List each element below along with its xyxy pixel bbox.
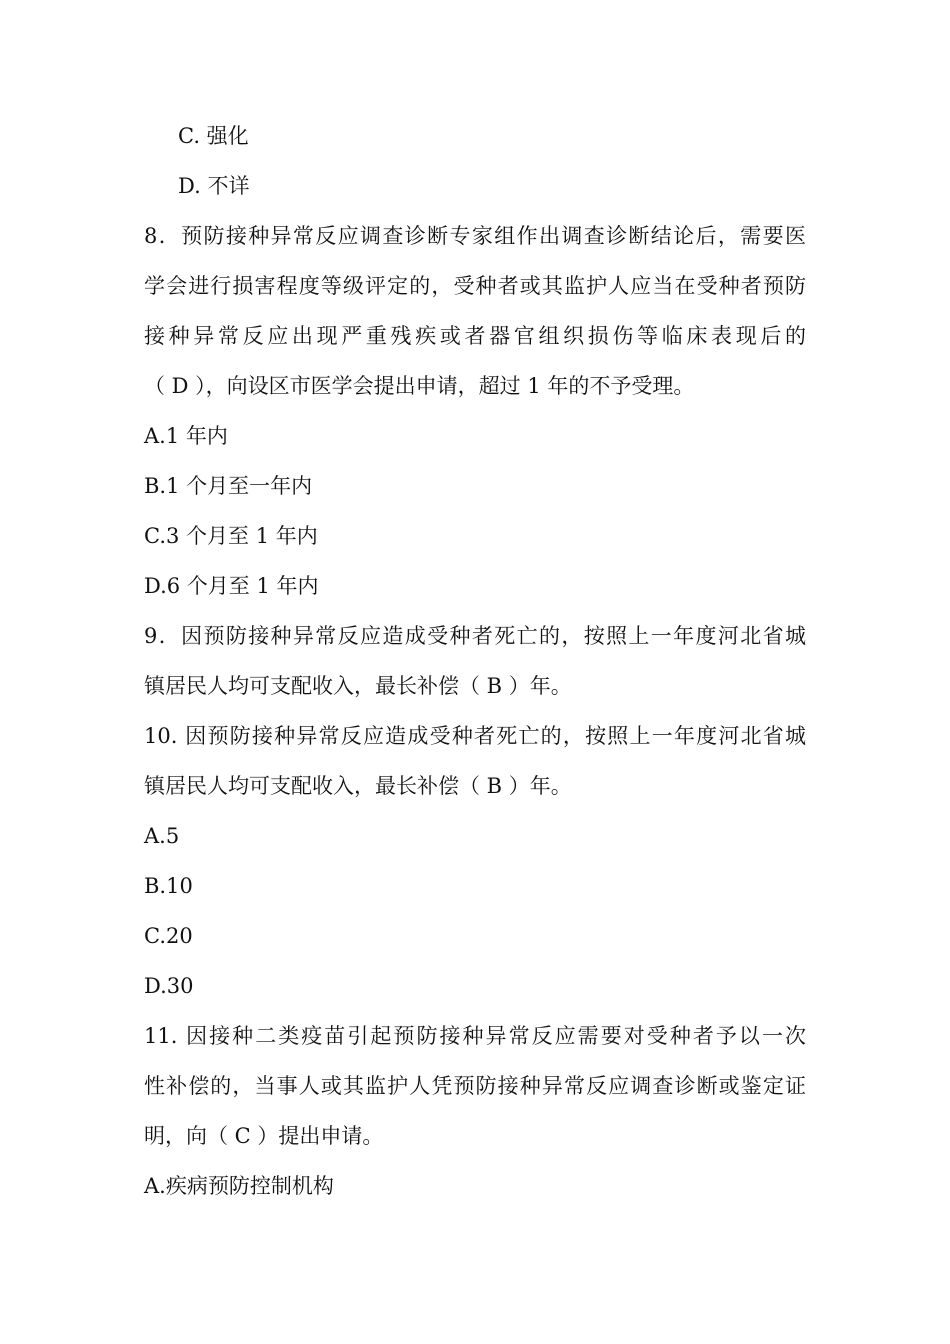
q7-option-c: C. 强化 — [178, 124, 249, 148]
q8-option-b: B.1 个月至一年内 — [144, 474, 313, 498]
q8-text-line-4: （ D ），向设区市医学会提出申请，超过 1 年的不予受理。 — [144, 374, 695, 398]
q9-text-line-1: 9．因预防接种异常反应造成受种者死亡的，按照上一年度河北省城 — [144, 624, 806, 648]
q10-option-d: D.30 — [144, 974, 194, 998]
q8-option-d: D.6 个月至 1 年内 — [144, 574, 319, 598]
q10-option-c: C.20 — [144, 924, 193, 948]
q11-option-a: A.疾病预防控制机构 — [144, 1174, 334, 1198]
q7-option-d: D. 不详 — [178, 174, 250, 198]
q10-option-b: B.10 — [144, 874, 193, 898]
q8-option-a: A.1 年内 — [144, 424, 228, 448]
q8-text-line-1: 8．预防接种异常反应调查诊断专家组作出调查诊断结论后，需要医 — [144, 224, 806, 248]
q8-option-c: C.3 个月至 1 年内 — [144, 524, 318, 548]
q10-text-line-2: 镇居民人均可支配收入，最长补偿（ B ）年。 — [144, 774, 572, 798]
q8-text-line-3: 接种异常反应出现严重残疾或者器官组织损伤等临床表现后的 — [144, 324, 806, 348]
q10-option-a: A.5 — [144, 824, 180, 848]
q9-text-line-2: 镇居民人均可支配收入，最长补偿（ B ）年。 — [144, 674, 572, 698]
q10-text-line-1: 10. 因预防接种异常反应造成受种者死亡的，按照上一年度河北省城 — [144, 724, 806, 748]
q11-text-line-1: 11. 因接种二类疫苗引起预防接种异常反应需要对受种者予以一次 — [144, 1024, 806, 1048]
q11-text-line-3: 明，向（ C ）提出申请。 — [144, 1124, 384, 1148]
q11-text-line-2: 性补偿的，当事人或其监护人凭预防接种异常反应调查诊断或鉴定证 — [144, 1074, 806, 1098]
q8-text-line-2: 学会进行损害程度等级评定的，受种者或其监护人应当在受种者预防 — [144, 274, 806, 298]
